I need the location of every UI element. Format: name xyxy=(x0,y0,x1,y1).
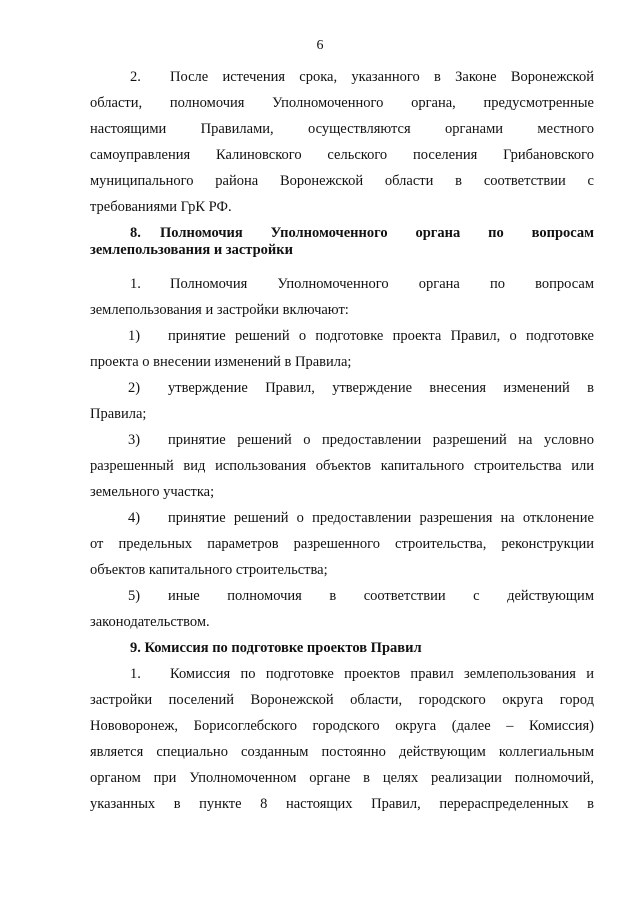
line-text: принятие решений о предоставлении разрешений на условно xyxy=(168,432,594,448)
item-number: 2) xyxy=(128,380,141,396)
line-text: Комиссия по подготовке проектов правил землепользования и xyxy=(170,666,594,682)
paragraph-2-line: требованиями ГрК РФ. xyxy=(90,199,232,215)
section-9-heading: 9. Комиссия по подготовке проектов Правил xyxy=(130,640,422,656)
list-item-4: объектов капитального строительства; xyxy=(90,562,328,578)
item-number: 4) xyxy=(128,510,141,526)
section-8-heading xyxy=(130,224,594,242)
paragraph-2-line: области, полномочия Уполномоченного органа, предусмотренные xyxy=(90,95,594,111)
list-item-5 xyxy=(128,587,594,605)
paragraph-9-1-line: Нововоронеж, Борисоглебского городского округа (далее – Комиссия) xyxy=(90,718,594,734)
item-number: 1. xyxy=(130,666,141,682)
list-item-3 xyxy=(128,431,594,449)
line-text: После истечения срока, указанного в Законе Воронежской xyxy=(170,69,594,85)
paragraph-9-1-line: указанных в пункте 8 настоящих Правил, перераспределенных в xyxy=(90,796,594,812)
page-number: 6 xyxy=(316,38,324,53)
paragraph-8-1-line xyxy=(130,275,594,293)
item-number: 3) xyxy=(128,432,141,448)
list-item-5: законодательством. xyxy=(90,614,210,630)
list-item-4 xyxy=(128,509,594,527)
list-item-2 xyxy=(128,379,594,397)
line-text: иные полномочия в соответствии с действующим xyxy=(168,588,594,604)
list-item-1: проекта о внесении изменений в Правила; xyxy=(90,354,352,370)
paragraph-2-line xyxy=(130,68,594,86)
item-number: 2. xyxy=(130,69,141,85)
list-item-3: разрешенный вид использования объектов капитального строительства или xyxy=(90,458,594,474)
paragraph-2-line: самоуправления Калиновского сельского поселения Грибановского xyxy=(90,147,594,163)
paragraph-8-1-line: землепользования и застройки включают: xyxy=(90,302,349,318)
line-text: принятие решений о подготовке проекта Правил, о подготовке xyxy=(168,328,594,344)
item-number: 1) xyxy=(128,328,141,344)
list-item-3: земельного участка; xyxy=(90,484,215,500)
section-number: 8. xyxy=(130,225,141,241)
paragraph-9-1-line xyxy=(130,665,594,683)
item-number: 5) xyxy=(128,588,141,604)
paragraph-9-1-line: застройки поселений Воронежской области, городского округа город xyxy=(90,692,594,708)
line-text: утверждение Правил, утверждение внесения изменений в xyxy=(168,380,594,396)
list-item-1 xyxy=(128,327,594,345)
heading-text: Полномочия Уполномоченного органа по вопросам xyxy=(160,225,594,241)
line-text: принятие решений о предоставлении разрешения на отклонение xyxy=(168,510,594,526)
section-8-heading: землепользования и застройки xyxy=(90,242,293,258)
line-text: Полномочия Уполномоченного органа по вопросам xyxy=(170,276,594,292)
paragraph-9-1-line: является специально созданным постоянно действующим коллегиальным xyxy=(90,744,594,760)
paragraph-2-line: настоящими Правилами, осуществляются органами местного xyxy=(90,121,594,137)
paragraph-2-line: муниципального района Воронежской области в соответствии с xyxy=(90,173,594,189)
paragraph-9-1-line: органом при Уполномоченном органе в целях реализации полномочий, xyxy=(90,770,594,786)
list-item-4: от предельных параметров разрешенного строительства, реконструкции xyxy=(90,536,594,552)
item-number: 1. xyxy=(130,276,141,292)
list-item-2: Правила; xyxy=(90,406,147,422)
